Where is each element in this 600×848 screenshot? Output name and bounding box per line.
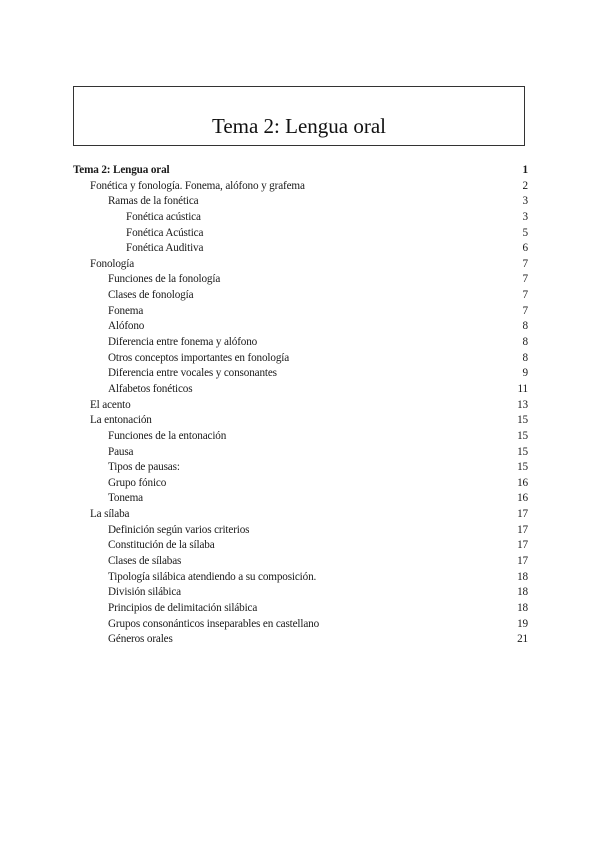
toc-entry-label[interactable]: Fonética Auditiva bbox=[126, 242, 204, 255]
toc-entry-page[interactable]: 5 bbox=[522, 226, 528, 239]
toc-entry-label[interactable]: Otros conceptos importantes en fonología bbox=[108, 351, 290, 364]
toc-entry[interactable] bbox=[73, 585, 528, 601]
toc-entry-page[interactable]: 17 bbox=[517, 539, 528, 552]
toc-entry-label[interactable]: Grupos consonánticos inseparables en castellano bbox=[108, 617, 320, 630]
toc-entry[interactable] bbox=[73, 335, 528, 351]
toc-entry-page[interactable]: 18 bbox=[517, 586, 528, 599]
toc-entry-page[interactable]: 3 bbox=[522, 195, 528, 208]
toc-entry-label[interactable]: Tipos de pausas: bbox=[108, 461, 180, 474]
toc-entry-page[interactable]: 3 bbox=[522, 210, 528, 223]
toc-entry-page[interactable]: 8 bbox=[522, 320, 528, 333]
toc-entry[interactable] bbox=[73, 554, 528, 570]
toc-entry[interactable] bbox=[73, 491, 528, 507]
toc-entry[interactable] bbox=[73, 319, 528, 335]
toc-entry-label[interactable]: Fonología bbox=[90, 257, 135, 270]
toc-entry-page[interactable]: 7 bbox=[522, 304, 528, 317]
toc-entry-label[interactable]: Clases de sílabas bbox=[108, 555, 182, 568]
toc-entry-label[interactable]: Funciones de la fonología bbox=[108, 273, 221, 286]
toc-entry[interactable] bbox=[73, 617, 528, 633]
toc-entry-page[interactable]: 15 bbox=[517, 414, 528, 427]
toc-entry-label[interactable]: Alfabetos fonéticos bbox=[108, 382, 193, 395]
toc-entry-label[interactable]: Diferencia entre fonema y alófono bbox=[108, 336, 258, 349]
toc-entry-label[interactable]: Tonema bbox=[108, 492, 143, 505]
toc-entry-label[interactable]: Clases de fonología bbox=[108, 289, 194, 302]
toc-entry-page[interactable]: 16 bbox=[517, 492, 528, 505]
toc-entry-page[interactable]: 15 bbox=[517, 429, 528, 442]
toc-entry[interactable] bbox=[73, 445, 528, 461]
toc-entry[interactable] bbox=[73, 194, 528, 210]
toc-entry[interactable] bbox=[73, 413, 528, 429]
toc-entry-label[interactable]: Fonética Acústica bbox=[126, 226, 204, 239]
toc-entry-label[interactable]: Tipología silábica atendiendo a su composición. bbox=[108, 570, 317, 583]
toc-entry[interactable] bbox=[73, 257, 528, 273]
toc-entry-page[interactable]: 8 bbox=[522, 336, 528, 349]
toc-entry[interactable] bbox=[73, 366, 528, 382]
toc-entry-label[interactable]: Géneros orales bbox=[108, 633, 173, 646]
toc-entry-label[interactable]: Diferencia entre vocales y consonantes bbox=[108, 367, 277, 380]
toc-entry[interactable] bbox=[73, 476, 528, 492]
toc-entry-label[interactable]: Constitución de la sílaba bbox=[108, 539, 215, 552]
toc-entry[interactable] bbox=[73, 241, 528, 257]
toc-entry[interactable] bbox=[73, 226, 528, 242]
toc-entry-label[interactable]: El acento bbox=[90, 398, 131, 411]
toc-entry-page[interactable]: 2 bbox=[522, 179, 528, 192]
toc-entry[interactable] bbox=[73, 507, 528, 523]
toc-entry-page[interactable]: 19 bbox=[517, 617, 528, 630]
toc-entry[interactable] bbox=[73, 523, 528, 539]
toc-entry-label[interactable]: Alófono bbox=[108, 320, 145, 333]
toc-entry-page[interactable]: 7 bbox=[522, 257, 528, 270]
toc-entry-label[interactable]: Tema 2: Lengua oral bbox=[73, 164, 170, 176]
toc-entry[interactable] bbox=[73, 179, 528, 195]
toc-entry-page[interactable]: 17 bbox=[517, 523, 528, 536]
toc-entry-page[interactable]: 6 bbox=[522, 242, 528, 255]
toc-entry-page[interactable]: 18 bbox=[517, 601, 528, 614]
toc-entry-label[interactable]: Funciones de la entonación bbox=[108, 429, 227, 442]
toc-entry-page[interactable]: 21 bbox=[517, 633, 528, 646]
toc-entry-page[interactable]: 15 bbox=[517, 461, 528, 474]
toc-entry-page[interactable]: 1 bbox=[522, 164, 528, 176]
toc-entry-page[interactable]: 11 bbox=[517, 382, 528, 395]
toc-entry[interactable] bbox=[73, 538, 528, 554]
toc-entry-page[interactable]: 17 bbox=[517, 508, 528, 521]
toc-entry-label[interactable]: Fonética y fonología. Fonema, alófono y grafema bbox=[90, 179, 305, 192]
toc-entry[interactable] bbox=[73, 210, 528, 226]
toc-entry[interactable] bbox=[73, 272, 528, 288]
toc-entry[interactable] bbox=[73, 460, 528, 476]
title-box bbox=[73, 86, 525, 146]
toc-entry[interactable] bbox=[73, 632, 528, 648]
toc-entry[interactable] bbox=[73, 601, 528, 617]
toc-entry-page[interactable]: 7 bbox=[522, 289, 528, 302]
toc-entry-label[interactable]: La sílaba bbox=[90, 508, 130, 521]
toc-entry-page[interactable]: 16 bbox=[517, 476, 528, 489]
toc-entry[interactable] bbox=[73, 351, 528, 367]
toc-entry-page[interactable]: 9 bbox=[522, 367, 528, 380]
toc-entry[interactable] bbox=[73, 163, 528, 179]
toc-entry[interactable] bbox=[73, 570, 528, 586]
toc-entry-label[interactable]: Grupo fónico bbox=[108, 476, 167, 489]
toc-entry-page[interactable]: 7 bbox=[522, 273, 528, 286]
toc-entry-page[interactable]: 8 bbox=[522, 351, 528, 364]
page-title: Tema 2: Lengua oral bbox=[211, 114, 387, 138]
toc-entry-page[interactable]: 18 bbox=[517, 570, 528, 583]
toc-entry[interactable] bbox=[73, 288, 528, 304]
toc-entry-label[interactable]: Fonética acústica bbox=[126, 210, 201, 223]
toc-entry[interactable] bbox=[73, 398, 528, 414]
toc-entry-label[interactable]: División silábica bbox=[108, 586, 181, 599]
toc-entry-page[interactable]: 13 bbox=[517, 398, 528, 411]
toc-entry[interactable] bbox=[73, 429, 528, 445]
toc-entry-label[interactable]: Definición según varios criterios bbox=[108, 523, 250, 536]
toc-entry-page[interactable]: 15 bbox=[517, 445, 528, 458]
toc-entry[interactable] bbox=[73, 382, 528, 398]
table-of-contents bbox=[73, 163, 528, 648]
toc-entry-label[interactable]: Pausa bbox=[108, 445, 134, 458]
toc-entry-label[interactable]: Fonema bbox=[108, 304, 144, 317]
toc-entry-label[interactable]: La entonación bbox=[90, 414, 152, 427]
toc-entry-page[interactable]: 17 bbox=[517, 555, 528, 568]
toc-entry-label[interactable]: Principios de delimitación silábica bbox=[108, 601, 258, 614]
toc-entry-label[interactable]: Ramas de la fonética bbox=[108, 195, 199, 208]
toc-entry[interactable] bbox=[73, 304, 528, 320]
